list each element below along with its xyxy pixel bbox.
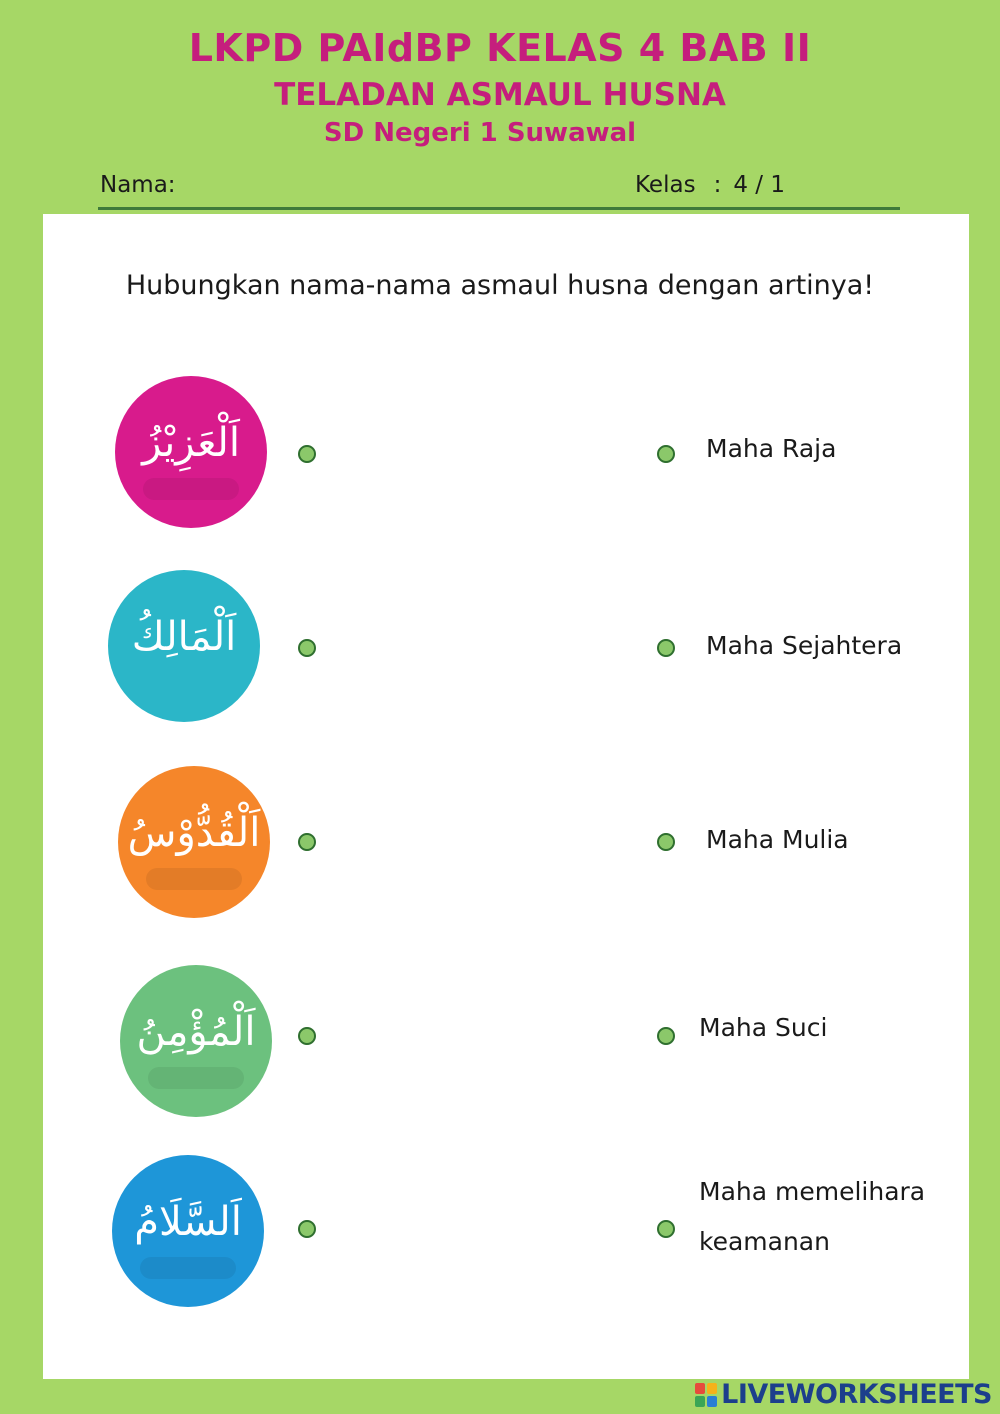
right-connector-dot-1[interactable] [657,445,675,463]
meaning-label-5-line1: Maha memelihara [699,1177,926,1206]
liveworksheets-logo-icon [695,1383,717,1407]
nama-label: Nama: [100,172,176,198]
kelas-field [635,172,785,198]
instruction-text: Hubungkan nama-nama asmaul husna dengan artinya! [125,270,875,301]
worksheet-title: LKPD PAIdBP KELAS 4 BAB II [188,26,812,70]
right-connector-dot-4[interactable] [657,1027,675,1045]
name-arabic: اَلْمُؤْمِنُ [136,1009,256,1055]
worksheet-subtitle: TELADAN ASMAUL HUSNA [274,77,726,113]
kelas-label: Kelas [635,172,696,198]
left-connector-dot-5[interactable] [298,1220,316,1238]
meaning-label-1: Maha Raja [706,434,837,463]
name-arabic: اَلسَّلَامُ [134,1199,242,1245]
name-circle-al-quddus [118,766,270,918]
hidden-transliteration-blob [146,868,242,890]
right-connector-dot-5[interactable] [657,1220,675,1238]
left-connector-dot-2[interactable] [298,639,316,657]
kelas-value: 4 / 1 [733,172,785,198]
left-connector-dot-1[interactable] [298,445,316,463]
hidden-transliteration-blob [143,478,239,500]
liveworksheets-brand: LIVEWORKSHEETS [721,1379,992,1410]
kelas-separator: : [713,172,722,198]
school-name: SD Negeri 1 Suwawal [323,118,637,148]
hidden-transliteration-blob [140,1257,236,1279]
name-arabic: اَلْمَالِكُ [131,614,237,660]
name-arabic: اَلْعَزِيْزُ [142,420,240,466]
liveworksheets-footer[interactable] [695,1379,992,1410]
name-circle-al-malik [108,570,260,722]
name-circle-al-aziz [115,376,267,528]
right-connector-dot-2[interactable] [657,639,675,657]
meaning-label-3: Maha Mulia [706,825,849,854]
meaning-label-4: Maha Suci [699,1013,828,1042]
name-arabic: اَلْقُدُّوْسُ [127,810,261,856]
name-circle-as-salam [112,1155,264,1307]
name-circle-al-mumin [120,965,272,1117]
meaning-label-2: Maha Sejahtera [706,631,903,660]
left-connector-dot-3[interactable] [298,833,316,851]
meaning-label-5-line2: keamanan [699,1227,830,1256]
header-divider [98,207,900,210]
hidden-transliteration-blob [148,1067,244,1089]
right-connector-dot-3[interactable] [657,833,675,851]
left-connector-dot-4[interactable] [298,1027,316,1045]
